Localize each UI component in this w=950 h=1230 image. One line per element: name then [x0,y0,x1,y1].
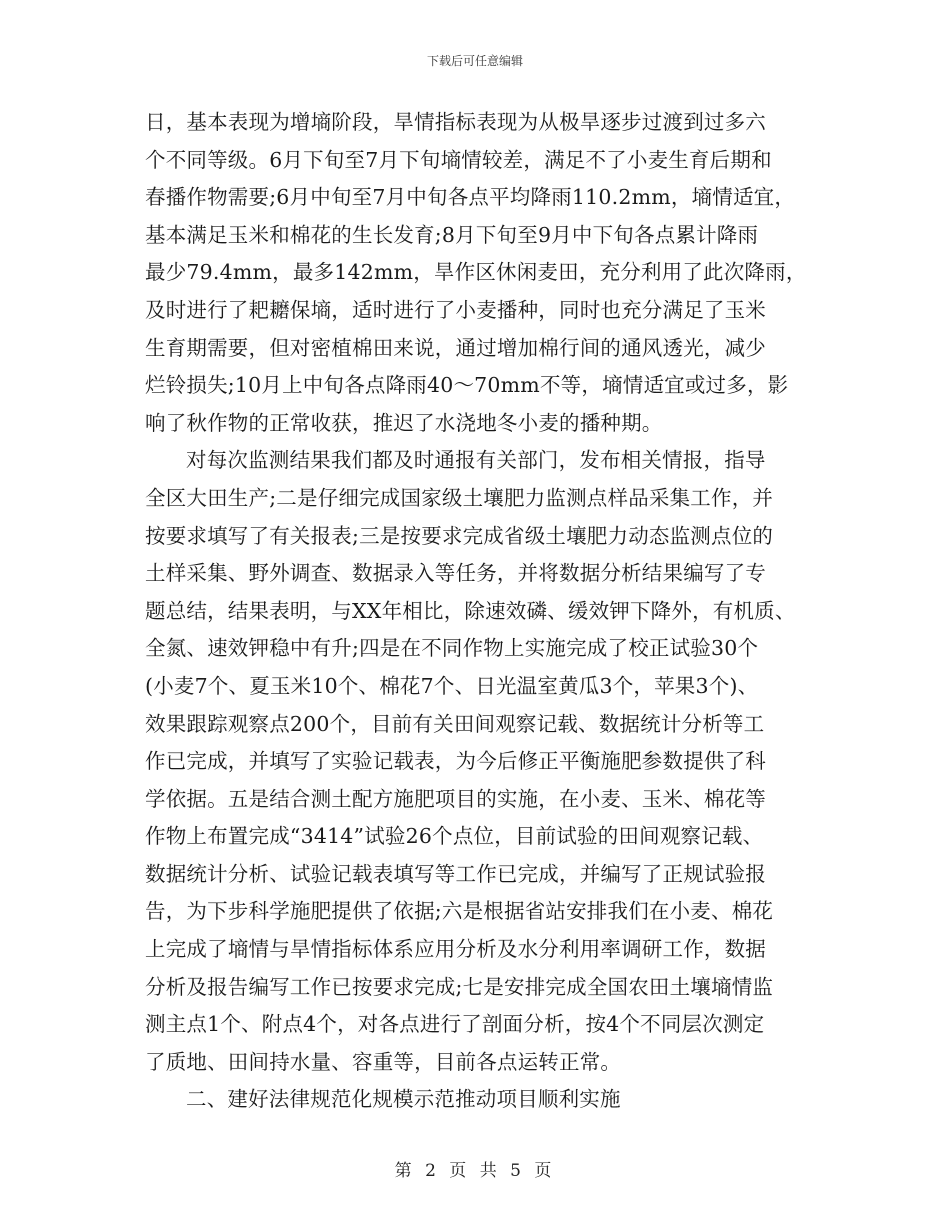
text-line: 题总结，结果表明，与XX年相比，除速效磷、缓效钾下降外，有机质、 [145,598,796,623]
text-line: 作已完成，并填写了实验记载表，为今后修正平衡施肥参数提供了科 [145,749,766,774]
text-line: (小麦7个、夏玉米10个、棉花7个、日光温室黄瓜3个，苹果3个)、 [145,673,759,698]
text-line: 全氮、速效钾稳中有升;四是在不同作物上实施完成了校正试验30个 [145,636,759,661]
text-line: 测主点1个、附点4个，对各点进行了剖面分析，按4个不同层次测定 [145,1012,765,1037]
text-line: 春播作物需要;6月中旬至7月中旬各点平均降雨110.2mm，墒情适宜， [145,185,796,210]
text-line: 上完成了墒情与旱情指标体系应用分析及水分利用率调研工作，数据 [145,937,766,962]
text-line: 作物上布置完成“3414”试验26个点位，目前试验的田间观察记载、 [145,824,764,849]
text-line: 分析及报告编写工作已按要求完成;七是安排完成全国农田土壤墒情监 [145,974,774,999]
text-line: 响了秋作物的正常收获，推迟了水浇地冬小麦的播种期。 [145,410,663,435]
text-line: 个不同等级。6月下旬至7月下旬墒情较差，满足不了小麦生育后期和 [145,147,772,172]
text-line: 日，基本表现为增墒阶段，旱情指标表现为从极旱逐步过渡到过多六 [145,110,766,134]
text-line: 基本满足玉米和棉花的生长发育;8月下旬至9月中下旬各点累计降雨 [145,222,759,247]
text-line: 最少79.4mm，最多142mm，旱作区休闲麦田，充分利用了此次降雨， [145,260,807,285]
text-line: 数据统计分析、试验记载表填写等工作已完成，并编写了正规试验报 [145,861,766,886]
text-line: 效果跟踪观察点200个，目前有关田间观察记载、数据统计分析等工 [145,711,765,736]
text-line: 及时进行了耙耱保墒，适时进行了小麦播种，同时也充分满足了玉米 [145,297,766,322]
text-line: 了质地、田间持水量、容重等，目前各点运转正常。 [145,1049,622,1074]
text-line: 按要求填写了有关报表;三是按要求完成省级土壤肥力动态监测点位的 [145,523,774,548]
section-heading: 二、建好法律规范化规模示范推动项目顺利实施 [186,1087,621,1112]
page-number: 第 2 页 共 5 页 [394,1161,556,1181]
paragraph-first-line: 对每次监测结果我们都及时通报有关部门，发布相关情报，指导 [186,448,766,473]
text-line: 烂铃损失;10月上中旬各点降雨40～70mm不等，墒情适宜或过多，影 [145,373,789,398]
text-line: 告，为下步科学施肥提供了依据;六是根据省站安排我们在小麦、棉花 [145,899,774,924]
page-header: 下载后可任意编辑 [426,54,523,68]
document-body [145,104,810,1119]
text-line: 土样采集、野外调查、数据录入等任务，并将数据分析结果编写了专 [145,561,766,586]
text-line: 生育期需要，但对密植棉田来说，通过增加棉行间的通风透光，减少 [145,335,766,360]
text-line: 学依据。五是结合测土配方施肥项目的实施，在小麦、玉米、棉花等 [145,786,766,811]
text-line: 全区大田生产;二是仔细完成国家级土壤肥力监测点样品采集工作，并 [145,485,774,510]
